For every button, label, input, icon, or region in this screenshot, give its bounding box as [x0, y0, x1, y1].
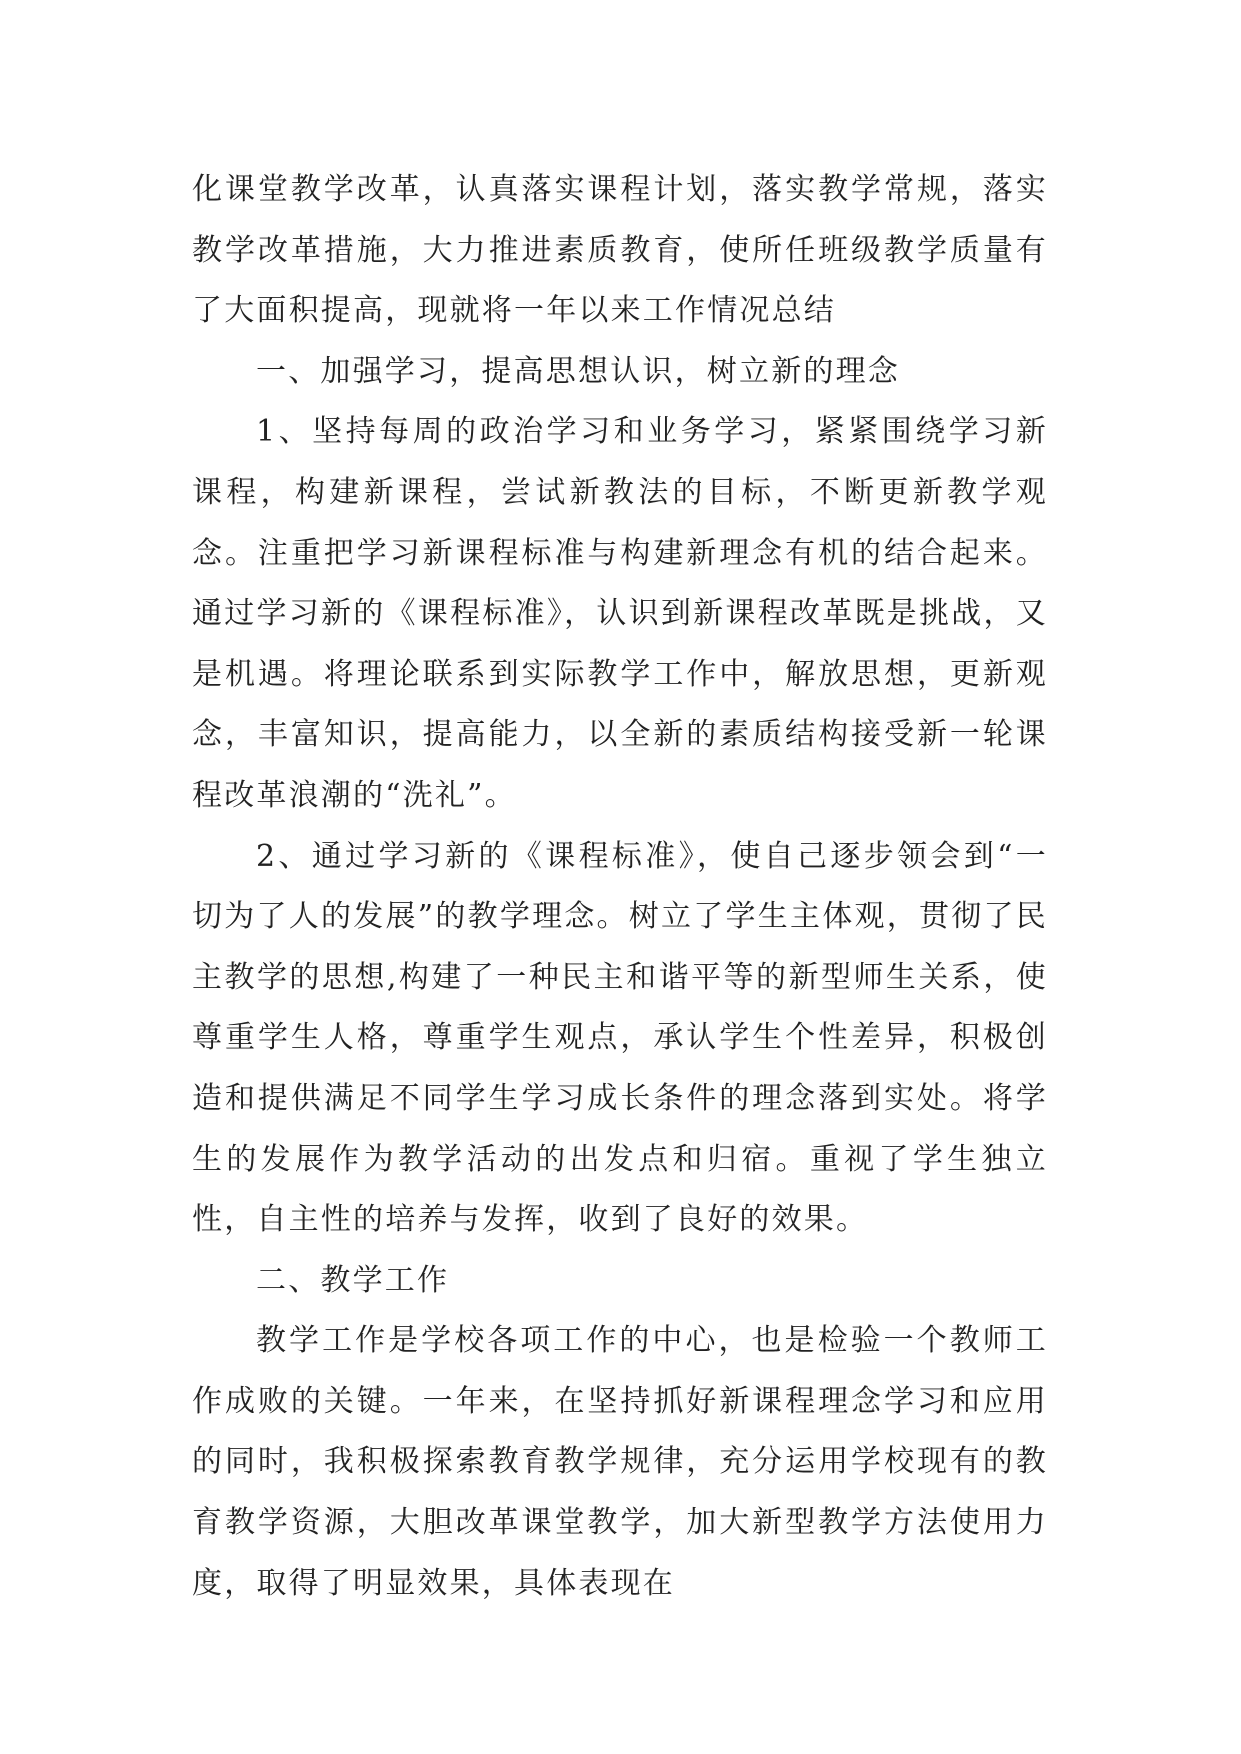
heading-section-two: 二、教学工作	[256, 1262, 450, 1298]
paragraph-intro: 化课堂教学改革，认真落实课程计划，落实教学常规，落实教学改革措施，大力推进素质教育，使所任班级教学质量有了大面积提高，现就将一年以来工作情况总结	[192, 172, 1048, 329]
paragraph-point-two: 2、通过学习新的《课程标准》，使自己逐步领会到“一切为了人的发展”的教学理念。树立了学生主体观，贯彻了民主教学的思想,构建了一种民主和谐平等的新型师生关系，使尊重学生人格，尊重学生观点，承认学生个性差异，积极创造和提供满足不同学生学习成长条件的理念落到实处。将学生的发展作为教学活动的出发点和归宿。重视了学生独立性，自主性的培养与发挥，收到了良好的效果。	[192, 838, 1048, 1238]
paragraph-teaching-work: 教学工作是学校各项工作的中心，也是检验一个教师工作成败的关键。一年来，在坚持抓好新课程理念学习和应用的同时，我积极探索教育教学规律，充分运用学校现有的教育教学资源，大胆改革课堂教学，加大新型教学方法使用力度，取得了明显效果，具体表现在	[192, 1323, 1048, 1601]
heading-section-one: 一、加强学习，提高思想认识，树立新的理念	[256, 353, 900, 389]
paragraph-point-one: 1、坚持每周的政治学习和业务学习，紧紧围绕学习新课程，构建新课程，尝试新教法的目标，不断更新教学观念。注重把学习新课程标准与构建新理念有机的结合起来。通过学习新的《课程标准》，认识到新课程改革既是挑战，又是机遇。将理论联系到实际教学工作中，解放思想，更新观念，丰富知识，提高能力，以全新的素质结构接受新一轮课程改革浪潮的“洗礼”。	[192, 414, 1048, 813]
document-body	[192, 160, 1048, 1614]
